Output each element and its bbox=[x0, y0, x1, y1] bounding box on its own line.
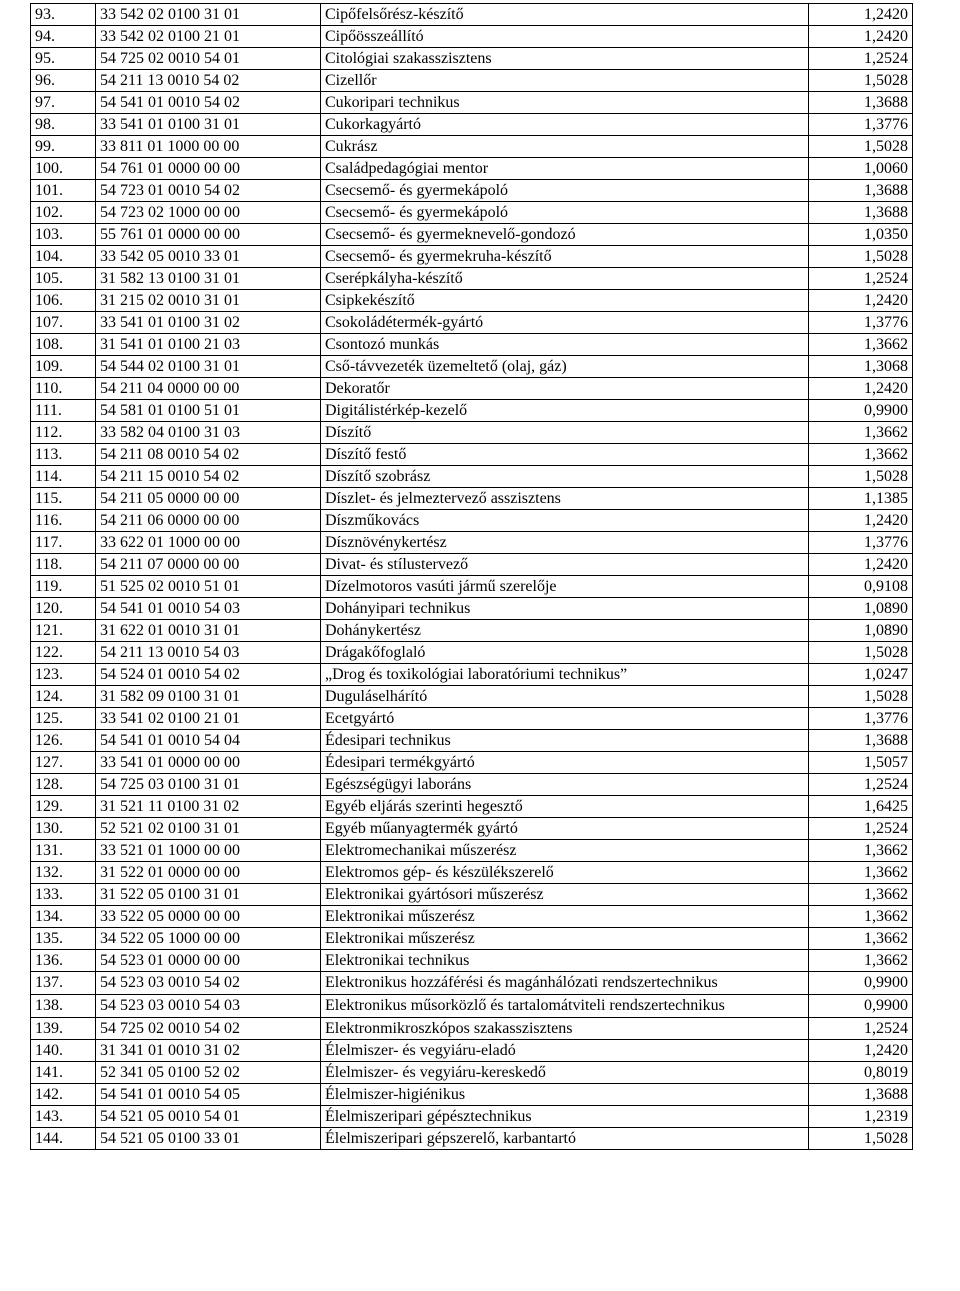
row-number: 144. bbox=[31, 1128, 96, 1150]
occupation-code: 51 525 02 0010 51 01 bbox=[96, 576, 321, 598]
table-row bbox=[31, 114, 913, 136]
occupation-name: Cipőfelsőrész-készítő bbox=[321, 4, 809, 26]
row-number: 138. bbox=[31, 995, 96, 1018]
row-number: 117. bbox=[31, 532, 96, 554]
occupation-name: Családpedagógiai mentor bbox=[321, 158, 809, 180]
occupation-name: Elektromechanikai műszerész bbox=[321, 840, 809, 862]
occupation-name: Élelmiszer- és vegyiáru-eladó bbox=[321, 1040, 809, 1062]
table-row bbox=[31, 1062, 913, 1084]
table-row bbox=[31, 862, 913, 884]
occupation-name: Elektronmikroszkópos szakasszisztens bbox=[321, 1018, 809, 1040]
row-number: 114. bbox=[31, 466, 96, 488]
coefficient-value: 1,6425 bbox=[809, 796, 913, 818]
occupation-name: Elektronikus hozzáférési és magánhálózati rendszertechnikus bbox=[321, 972, 809, 995]
table-row bbox=[31, 620, 913, 642]
occupation-name: Elektronikai műszerész bbox=[321, 906, 809, 928]
occupation-name: Cserépkályha-készítő bbox=[321, 268, 809, 290]
coefficient-value: 1,3688 bbox=[809, 202, 913, 224]
occupation-code: 54 541 01 0010 54 03 bbox=[96, 598, 321, 620]
occupation-name: Csecsemő- és gyermekápoló bbox=[321, 180, 809, 202]
row-number: 113. bbox=[31, 444, 96, 466]
occupation-name: Duguláselhárító bbox=[321, 686, 809, 708]
coefficient-value: 1,3688 bbox=[809, 92, 913, 114]
occupation-name: Csokoládétermék-gyártó bbox=[321, 312, 809, 334]
table-row bbox=[31, 70, 913, 92]
coefficient-value: 1,2420 bbox=[809, 378, 913, 400]
coefficient-value: 1,3776 bbox=[809, 312, 913, 334]
row-number: 126. bbox=[31, 730, 96, 752]
table-row bbox=[31, 356, 913, 378]
document-page bbox=[30, 3, 913, 1150]
row-number: 107. bbox=[31, 312, 96, 334]
row-number: 108. bbox=[31, 334, 96, 356]
occupation-code: 31 522 01 0000 00 00 bbox=[96, 862, 321, 884]
occupation-code: 31 521 11 0100 31 02 bbox=[96, 796, 321, 818]
table-row bbox=[31, 26, 913, 48]
coefficient-value: 1,3688 bbox=[809, 180, 913, 202]
occupation-name: Drágakőfoglaló bbox=[321, 642, 809, 664]
row-number: 102. bbox=[31, 202, 96, 224]
occupation-code: 55 761 01 0000 00 00 bbox=[96, 224, 321, 246]
table-row bbox=[31, 510, 913, 532]
row-number: 134. bbox=[31, 906, 96, 928]
occupation-code: 33 541 01 0000 00 00 bbox=[96, 752, 321, 774]
row-number: 125. bbox=[31, 708, 96, 730]
occupation-name: Élelmiszeripari gépszerelő, karbantartó bbox=[321, 1128, 809, 1150]
row-number: 136. bbox=[31, 950, 96, 972]
row-number: 93. bbox=[31, 4, 96, 26]
occupation-code: 54 524 01 0010 54 02 bbox=[96, 664, 321, 686]
table-row bbox=[31, 180, 913, 202]
coefficient-value: 1,5057 bbox=[809, 752, 913, 774]
occupation-name: Citológiai szakasszisztens bbox=[321, 48, 809, 70]
table-row bbox=[31, 796, 913, 818]
occupation-name: Dísznövénykertész bbox=[321, 532, 809, 554]
occupation-code: 34 522 05 1000 00 00 bbox=[96, 928, 321, 950]
row-number: 115. bbox=[31, 488, 96, 510]
occupation-name: Csecsemő- és gyermekruha-készítő bbox=[321, 246, 809, 268]
coefficient-value: 1,3662 bbox=[809, 444, 913, 466]
table-row bbox=[31, 1018, 913, 1040]
row-number: 97. bbox=[31, 92, 96, 114]
occupation-name: Cukorkagyártó bbox=[321, 114, 809, 136]
occupation-name: Cső-távvezeték üzemeltető (olaj, gáz) bbox=[321, 356, 809, 378]
table-row bbox=[31, 774, 913, 796]
row-number: 119. bbox=[31, 576, 96, 598]
occupation-name: Édesipari technikus bbox=[321, 730, 809, 752]
table-row bbox=[31, 312, 913, 334]
occupation-code: 54 211 06 0000 00 00 bbox=[96, 510, 321, 532]
row-number: 132. bbox=[31, 862, 96, 884]
table-row bbox=[31, 158, 913, 180]
row-number: 96. bbox=[31, 70, 96, 92]
occupation-code: 33 542 05 0010 33 01 bbox=[96, 246, 321, 268]
occupation-code: 54 211 04 0000 00 00 bbox=[96, 378, 321, 400]
coefficient-value: 1,5028 bbox=[809, 136, 913, 158]
occupation-table bbox=[30, 3, 913, 1150]
row-number: 101. bbox=[31, 180, 96, 202]
coefficient-value: 1,0890 bbox=[809, 598, 913, 620]
occupation-code: 54 523 03 0010 54 02 bbox=[96, 972, 321, 995]
coefficient-value: 1,5028 bbox=[809, 70, 913, 92]
row-number: 128. bbox=[31, 774, 96, 796]
occupation-code: 33 541 01 0100 31 01 bbox=[96, 114, 321, 136]
row-number: 95. bbox=[31, 48, 96, 70]
row-number: 94. bbox=[31, 26, 96, 48]
coefficient-value: 1,5028 bbox=[809, 686, 913, 708]
occupation-code: 54 544 02 0100 31 01 bbox=[96, 356, 321, 378]
coefficient-value: 1,2420 bbox=[809, 554, 913, 576]
occupation-name: Élelmiszeripari gépésztechnikus bbox=[321, 1106, 809, 1128]
occupation-name: Cizellőr bbox=[321, 70, 809, 92]
coefficient-value: 1,2420 bbox=[809, 26, 913, 48]
row-number: 103. bbox=[31, 224, 96, 246]
occupation-code: 54 723 02 1000 00 00 bbox=[96, 202, 321, 224]
row-number: 118. bbox=[31, 554, 96, 576]
occupation-code: 54 761 01 0000 00 00 bbox=[96, 158, 321, 180]
table-row bbox=[31, 334, 913, 356]
occupation-code: 31 622 01 0010 31 01 bbox=[96, 620, 321, 642]
occupation-name: Cukrász bbox=[321, 136, 809, 158]
table-row bbox=[31, 202, 913, 224]
occupation-name: Díszítő festő bbox=[321, 444, 809, 466]
coefficient-value: 1,3662 bbox=[809, 928, 913, 950]
occupation-code: 54 723 01 0010 54 02 bbox=[96, 180, 321, 202]
coefficient-value: 1,2524 bbox=[809, 818, 913, 840]
coefficient-value: 1,3662 bbox=[809, 950, 913, 972]
occupation-name: Ecetgyártó bbox=[321, 708, 809, 730]
row-number: 140. bbox=[31, 1040, 96, 1062]
coefficient-value: 1,3662 bbox=[809, 884, 913, 906]
coefficient-value: 1,2420 bbox=[809, 1040, 913, 1062]
row-number: 112. bbox=[31, 422, 96, 444]
table-row bbox=[31, 554, 913, 576]
occupation-name: Dohánykertész bbox=[321, 620, 809, 642]
occupation-code: 33 541 02 0100 21 01 bbox=[96, 708, 321, 730]
occupation-code: 54 211 05 0000 00 00 bbox=[96, 488, 321, 510]
occupation-name: Elektromos gép- és készülékszerelő bbox=[321, 862, 809, 884]
coefficient-value: 1,2524 bbox=[809, 1018, 913, 1040]
occupation-code: 33 582 04 0100 31 03 bbox=[96, 422, 321, 444]
row-number: 120. bbox=[31, 598, 96, 620]
occupation-code: 54 211 08 0010 54 02 bbox=[96, 444, 321, 466]
occupation-code: 31 582 13 0100 31 01 bbox=[96, 268, 321, 290]
occupation-code: 54 211 07 0000 00 00 bbox=[96, 554, 321, 576]
occupation-code: 52 341 05 0100 52 02 bbox=[96, 1062, 321, 1084]
row-number: 110. bbox=[31, 378, 96, 400]
table-row bbox=[31, 840, 913, 862]
occupation-code: 33 622 01 1000 00 00 bbox=[96, 532, 321, 554]
occupation-code: 54 211 15 0010 54 02 bbox=[96, 466, 321, 488]
table-row bbox=[31, 488, 913, 510]
table-row bbox=[31, 466, 913, 488]
table-row bbox=[31, 378, 913, 400]
row-number: 131. bbox=[31, 840, 96, 862]
table-row bbox=[31, 730, 913, 752]
table-row bbox=[31, 4, 913, 26]
table-body bbox=[31, 4, 913, 1150]
coefficient-value: 1,2420 bbox=[809, 510, 913, 532]
table-row bbox=[31, 664, 913, 686]
table-row bbox=[31, 400, 913, 422]
occupation-code: 54 541 01 0010 54 02 bbox=[96, 92, 321, 114]
row-number: 104. bbox=[31, 246, 96, 268]
table-row bbox=[31, 224, 913, 246]
row-number: 137. bbox=[31, 972, 96, 995]
occupation-code: 31 341 01 0010 31 02 bbox=[96, 1040, 321, 1062]
row-number: 139. bbox=[31, 1018, 96, 1040]
occupation-code: 31 522 05 0100 31 01 bbox=[96, 884, 321, 906]
coefficient-value: 1,5028 bbox=[809, 1128, 913, 1150]
row-number: 124. bbox=[31, 686, 96, 708]
row-number: 106. bbox=[31, 290, 96, 312]
table-row bbox=[31, 708, 913, 730]
row-number: 111. bbox=[31, 400, 96, 422]
table-row bbox=[31, 1106, 913, 1128]
row-number: 100. bbox=[31, 158, 96, 180]
row-number: 129. bbox=[31, 796, 96, 818]
row-number: 105. bbox=[31, 268, 96, 290]
row-number: 127. bbox=[31, 752, 96, 774]
occupation-code: 54 523 01 0000 00 00 bbox=[96, 950, 321, 972]
occupation-name: Elektronikai gyártósori műszerész bbox=[321, 884, 809, 906]
table-row bbox=[31, 884, 913, 906]
table-row bbox=[31, 642, 913, 664]
occupation-code: 31 582 09 0100 31 01 bbox=[96, 686, 321, 708]
table-row bbox=[31, 444, 913, 466]
coefficient-value: 1,3662 bbox=[809, 906, 913, 928]
coefficient-value: 1,3068 bbox=[809, 356, 913, 378]
occupation-name: Díszítő szobrász bbox=[321, 466, 809, 488]
row-number: 122. bbox=[31, 642, 96, 664]
occupation-code: 54 725 03 0100 31 01 bbox=[96, 774, 321, 796]
coefficient-value: 1,5028 bbox=[809, 466, 913, 488]
table-row bbox=[31, 950, 913, 972]
table-row bbox=[31, 48, 913, 70]
row-number: 130. bbox=[31, 818, 96, 840]
occupation-name: Élelmiszer-higiénikus bbox=[321, 1084, 809, 1106]
row-number: 109. bbox=[31, 356, 96, 378]
occupation-name: Élelmiszer- és vegyiáru-kereskedő bbox=[321, 1062, 809, 1084]
table-row bbox=[31, 906, 913, 928]
coefficient-value: 1,3776 bbox=[809, 708, 913, 730]
table-row bbox=[31, 752, 913, 774]
coefficient-value: 1,3776 bbox=[809, 114, 913, 136]
coefficient-value: 1,1385 bbox=[809, 488, 913, 510]
coefficient-value: 1,2524 bbox=[809, 774, 913, 796]
occupation-name: Csecsemő- és gyermeknevelő-gondozó bbox=[321, 224, 809, 246]
occupation-code: 54 725 02 0010 54 02 bbox=[96, 1018, 321, 1040]
coefficient-value: 1,3662 bbox=[809, 840, 913, 862]
occupation-code: 54 725 02 0010 54 01 bbox=[96, 48, 321, 70]
table-row bbox=[31, 246, 913, 268]
occupation-code: 33 542 02 0100 21 01 bbox=[96, 26, 321, 48]
coefficient-value: 1,3688 bbox=[809, 1084, 913, 1106]
coefficient-value: 1,2524 bbox=[809, 48, 913, 70]
occupation-name: Divat- és stílustervező bbox=[321, 554, 809, 576]
coefficient-value: 1,0247 bbox=[809, 664, 913, 686]
occupation-name: Csecsemő- és gyermekápoló bbox=[321, 202, 809, 224]
occupation-name: Digitálistérkép-kezelő bbox=[321, 400, 809, 422]
row-number: 99. bbox=[31, 136, 96, 158]
table-row bbox=[31, 818, 913, 840]
occupation-name: Díszlet- és jelmeztervező asszisztens bbox=[321, 488, 809, 510]
occupation-code: 54 521 05 0100 33 01 bbox=[96, 1128, 321, 1150]
coefficient-value: 1,0890 bbox=[809, 620, 913, 642]
coefficient-value: 1,5028 bbox=[809, 246, 913, 268]
row-number: 116. bbox=[31, 510, 96, 532]
occupation-name: Csontozó munkás bbox=[321, 334, 809, 356]
table-row bbox=[31, 928, 913, 950]
occupation-code: 52 521 02 0100 31 01 bbox=[96, 818, 321, 840]
table-row bbox=[31, 598, 913, 620]
coefficient-value: 0,9108 bbox=[809, 576, 913, 598]
coefficient-value: 1,2420 bbox=[809, 290, 913, 312]
table-row bbox=[31, 136, 913, 158]
occupation-name: Egyéb eljárás szerinti hegesztő bbox=[321, 796, 809, 818]
table-row bbox=[31, 1040, 913, 1062]
occupation-name: Díszítő bbox=[321, 422, 809, 444]
occupation-name: Cukoripari technikus bbox=[321, 92, 809, 114]
occupation-code: 33 541 01 0100 31 02 bbox=[96, 312, 321, 334]
table-row bbox=[31, 1128, 913, 1150]
occupation-name: Cipőösszeállító bbox=[321, 26, 809, 48]
table-row bbox=[31, 532, 913, 554]
coefficient-value: 1,0350 bbox=[809, 224, 913, 246]
occupation-code: 31 541 01 0100 21 03 bbox=[96, 334, 321, 356]
table-row bbox=[31, 1084, 913, 1106]
occupation-code: 33 522 05 0000 00 00 bbox=[96, 906, 321, 928]
occupation-code: 54 523 03 0010 54 03 bbox=[96, 995, 321, 1018]
table-row bbox=[31, 995, 913, 1018]
coefficient-value: 1,2420 bbox=[809, 4, 913, 26]
table-row bbox=[31, 576, 913, 598]
table-row bbox=[31, 422, 913, 444]
table-row bbox=[31, 268, 913, 290]
occupation-name: Csipkekészítő bbox=[321, 290, 809, 312]
row-number: 143. bbox=[31, 1106, 96, 1128]
occupation-name: Édesipari termékgyártó bbox=[321, 752, 809, 774]
coefficient-value: 1,2524 bbox=[809, 268, 913, 290]
table-row bbox=[31, 290, 913, 312]
occupation-code: 33 811 01 1000 00 00 bbox=[96, 136, 321, 158]
occupation-name: Dízelmotoros vasúti jármű szerelője bbox=[321, 576, 809, 598]
coefficient-value: 1,0060 bbox=[809, 158, 913, 180]
occupation-code: 54 581 01 0100 51 01 bbox=[96, 400, 321, 422]
occupation-code: 54 521 05 0010 54 01 bbox=[96, 1106, 321, 1128]
row-number: 133. bbox=[31, 884, 96, 906]
occupation-code: 31 215 02 0010 31 01 bbox=[96, 290, 321, 312]
occupation-name: Egészségügyi laboráns bbox=[321, 774, 809, 796]
occupation-name: Elektronikus műsorközlő és tartalomátviteli rendszertechnikus bbox=[321, 995, 809, 1018]
coefficient-value: 1,3688 bbox=[809, 730, 913, 752]
table-row bbox=[31, 972, 913, 995]
occupation-name: Díszműkovács bbox=[321, 510, 809, 532]
coefficient-value: 1,3776 bbox=[809, 532, 913, 554]
row-number: 121. bbox=[31, 620, 96, 642]
coefficient-value: 0,9900 bbox=[809, 972, 913, 995]
table-row bbox=[31, 686, 913, 708]
coefficient-value: 0,9900 bbox=[809, 400, 913, 422]
occupation-code: 54 211 13 0010 54 02 bbox=[96, 70, 321, 92]
coefficient-value: 0,8019 bbox=[809, 1062, 913, 1084]
occupation-code: 54 541 01 0010 54 04 bbox=[96, 730, 321, 752]
occupation-name: Dohányipari technikus bbox=[321, 598, 809, 620]
row-number: 135. bbox=[31, 928, 96, 950]
occupation-code: 54 211 13 0010 54 03 bbox=[96, 642, 321, 664]
occupation-code: 54 541 01 0010 54 05 bbox=[96, 1084, 321, 1106]
coefficient-value: 1,2319 bbox=[809, 1106, 913, 1128]
coefficient-value: 1,5028 bbox=[809, 642, 913, 664]
coefficient-value: 1,3662 bbox=[809, 862, 913, 884]
coefficient-value: 1,3662 bbox=[809, 422, 913, 444]
row-number: 141. bbox=[31, 1062, 96, 1084]
occupation-code: 33 521 01 1000 00 00 bbox=[96, 840, 321, 862]
coefficient-value: 0,9900 bbox=[809, 995, 913, 1018]
row-number: 142. bbox=[31, 1084, 96, 1106]
coefficient-value: 1,3662 bbox=[809, 334, 913, 356]
occupation-code: 33 542 02 0100 31 01 bbox=[96, 4, 321, 26]
occupation-name: Dekoratőr bbox=[321, 378, 809, 400]
occupation-name: Elektronikai műszerész bbox=[321, 928, 809, 950]
table-row bbox=[31, 92, 913, 114]
occupation-name: Egyéb műanyagtermék gyártó bbox=[321, 818, 809, 840]
occupation-name: Elektronikai technikus bbox=[321, 950, 809, 972]
occupation-name: „Drog és toxikológiai laboratóriumi technikus” bbox=[321, 664, 809, 686]
row-number: 123. bbox=[31, 664, 96, 686]
row-number: 98. bbox=[31, 114, 96, 136]
